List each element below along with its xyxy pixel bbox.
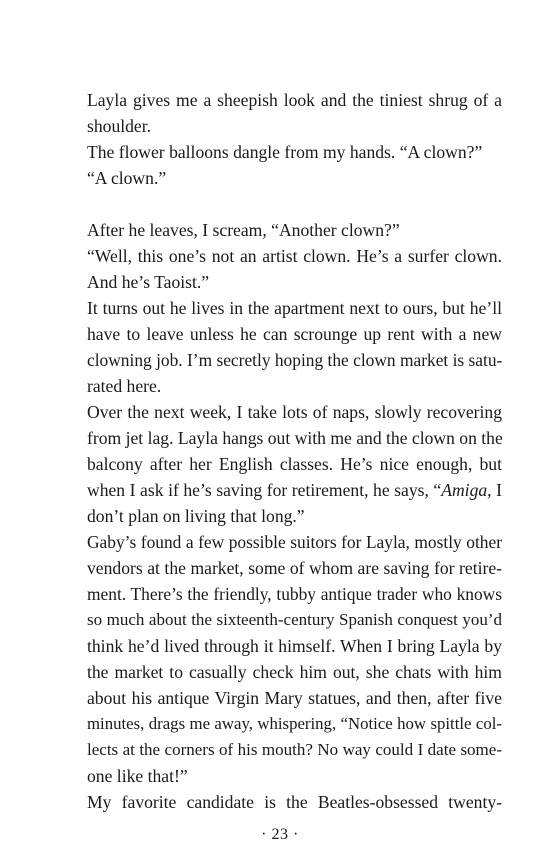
text-line: clowning job. I’m secretly hoping the clown market is satu- <box>87 350 503 370</box>
book-page <box>87 0 502 860</box>
text-line: ment. There’s the friendly, tubby antique trader who knows <box>87 584 502 604</box>
italic-word: Amiga, <box>441 480 492 500</box>
text-segment: when I ask if he’s saving for retirement, he says, “ <box>87 480 442 500</box>
text-line: one like that!” <box>87 766 188 786</box>
text-segment: I <box>491 480 502 500</box>
text-line: “A clown.” <box>87 168 167 188</box>
text-line: so much about the sixteenth-century Spanish conquest you’d <box>87 610 502 629</box>
text-line <box>87 477 502 503</box>
text-line: And he’s Taoist.” <box>87 272 210 292</box>
text-line: about his antique Virgin Mary statues, and then, after five <box>87 688 502 708</box>
text-line: vendors at the market, some of whom are saving for retire- <box>87 558 502 578</box>
text-line: Layla gives me a sheepish look and the tiniest shrug of a <box>87 90 502 110</box>
text-line: My favorite candidate is the Beatles-obsessed twenty- <box>87 792 502 812</box>
text-line: After he leaves, I scream, “Another clown?” <box>87 220 400 240</box>
text-line: balcony after her English classes. He’s nice enough, but <box>87 454 502 474</box>
text-line: rated here. <box>87 376 162 396</box>
text-line: The flower balloons dangle from my hands. “A clown?” <box>87 142 483 162</box>
text-line: Gaby’s found a few possible suitors for Layla, mostly other <box>87 532 502 552</box>
text-line: “Well, this one’s not an artist clown. He’s a surfer clown. <box>87 246 502 266</box>
text-line: lects at the corners of his mouth? No way could I date some- <box>87 740 502 759</box>
text-line: don’t plan on living that long.” <box>87 506 305 526</box>
text-line: minutes, drags me away, whispering, “Notice how spittle col- <box>87 714 502 733</box>
text-line: from jet lag. Layla hangs out with me and the clown on the <box>87 428 503 448</box>
page-number: · 23 · <box>261 826 299 843</box>
text-line: have to leave unless he can scrounge up rent with a new <box>87 324 502 344</box>
text-line: It turns out he lives in the apartment next to ours, but he’ll <box>87 298 502 318</box>
text-line: shoulder. <box>87 116 152 136</box>
text-line: Over the next week, I take lots of naps, slowly recovering <box>87 402 502 422</box>
text-line: the market to casually check him out, she chats with him <box>87 662 502 682</box>
text-line: think he’d lived through it himself. When I bring Layla by <box>87 636 502 656</box>
